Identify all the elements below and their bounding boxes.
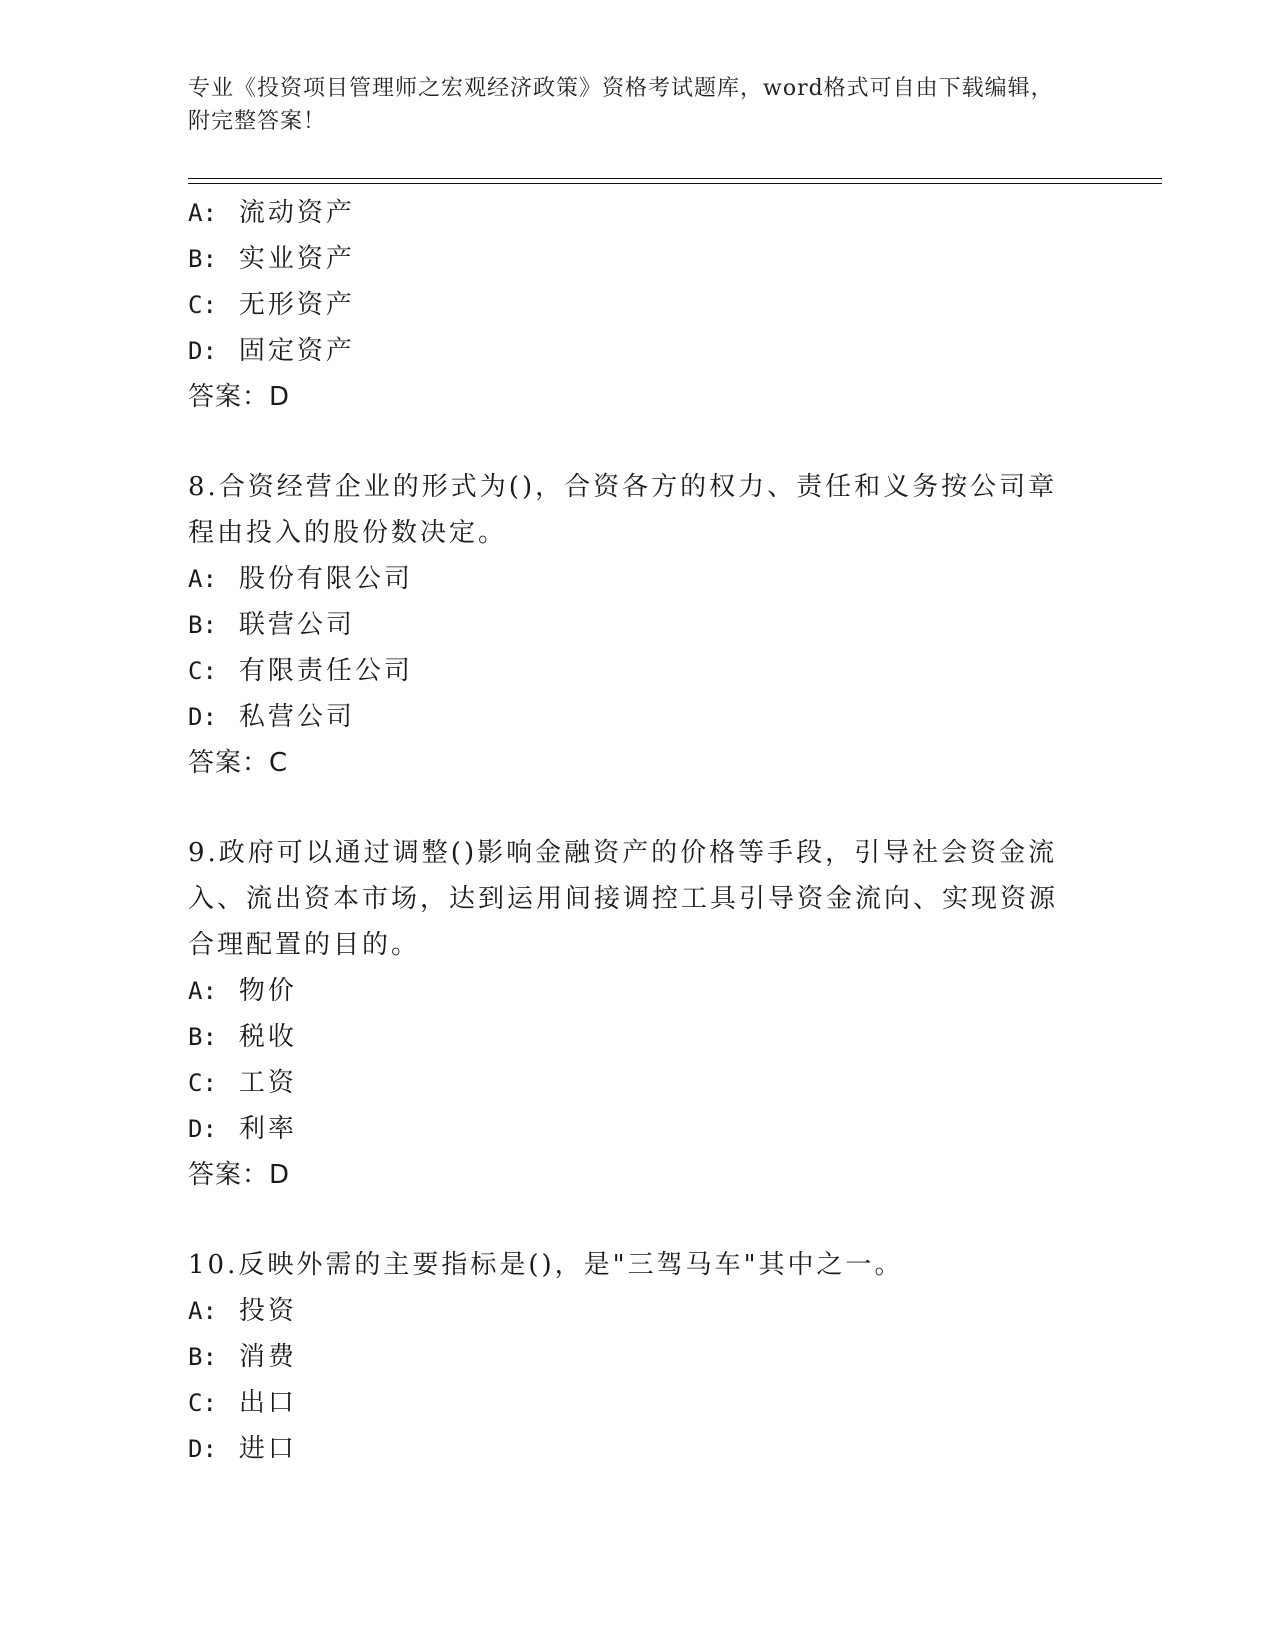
option-b: B: 实业资产 bbox=[188, 244, 355, 274]
option-d: D: 利率 bbox=[188, 1114, 297, 1144]
question-7-continued bbox=[188, 190, 1068, 420]
header-rule-top bbox=[188, 178, 1162, 179]
question-stem: 9.政府可以通过调整()影响金融资产的价格等手段，引导社会资金流入、流出资本市场，达到运用间接调控工具引导资金流向、实现资源合理配置的目的。 bbox=[188, 838, 1059, 960]
option-d: D: 固定资产 bbox=[188, 336, 355, 366]
question-9 bbox=[188, 830, 1068, 1198]
option-text: 股份有限公司 bbox=[238, 564, 413, 594]
option-text: 私营公司 bbox=[238, 702, 355, 732]
header-rule-bottom bbox=[188, 183, 1162, 184]
option-text: 无形资产 bbox=[238, 290, 355, 320]
option-text: 利率 bbox=[238, 1114, 297, 1144]
option-text: 有限责任公司 bbox=[238, 656, 413, 686]
option-d: D: 进口 bbox=[188, 1434, 297, 1464]
question-10 bbox=[188, 1242, 1068, 1472]
option-a: A: 流动资产 bbox=[188, 198, 355, 228]
page-header: 专业《投资项目管理师之宏观经济政策》资格考试题库，word格式可自由下载编辑，附完整答案！ bbox=[188, 76, 1054, 134]
question-stem: 8.合资经营企业的形式为()，合资各方的权力、责任和义务按公司章程由投入的股份数决定。 bbox=[188, 472, 1058, 548]
option-b: B: 税收 bbox=[188, 1022, 297, 1052]
option-text: 联营公司 bbox=[238, 610, 355, 640]
option-text: 工资 bbox=[238, 1068, 297, 1098]
option-text: 物价 bbox=[238, 976, 297, 1006]
option-text: 实业资产 bbox=[238, 244, 355, 274]
option-text: 税收 bbox=[238, 1022, 297, 1052]
question-stem: 10.反映外需的主要指标是()，是"三驾马车"其中之一。 bbox=[188, 1250, 904, 1280]
answer-line: 答案：D bbox=[188, 382, 291, 412]
answer-line: 答案：D bbox=[188, 1160, 291, 1190]
option-c: C: 工资 bbox=[188, 1068, 297, 1098]
option-a: A: 物价 bbox=[188, 976, 297, 1006]
option-d: D: 私营公司 bbox=[188, 702, 355, 732]
option-text: 固定资产 bbox=[238, 336, 355, 366]
option-text: 流动资产 bbox=[238, 198, 355, 228]
option-text: 进口 bbox=[238, 1434, 297, 1464]
option-c: C: 有限责任公司 bbox=[188, 656, 413, 686]
option-text: 出口 bbox=[238, 1388, 297, 1418]
question-list bbox=[188, 190, 1068, 1472]
option-b: B: 消费 bbox=[188, 1342, 297, 1372]
option-c: C: 出口 bbox=[188, 1388, 297, 1418]
option-text: 消费 bbox=[238, 1342, 297, 1372]
answer-line: 答案：C bbox=[188, 748, 289, 778]
question-8 bbox=[188, 464, 1068, 786]
option-a: A: 股份有限公司 bbox=[188, 564, 413, 594]
option-b: B: 联营公司 bbox=[188, 610, 355, 640]
option-a: A: 投资 bbox=[188, 1296, 297, 1326]
option-c: C: 无形资产 bbox=[188, 290, 355, 320]
option-text: 投资 bbox=[238, 1296, 297, 1326]
